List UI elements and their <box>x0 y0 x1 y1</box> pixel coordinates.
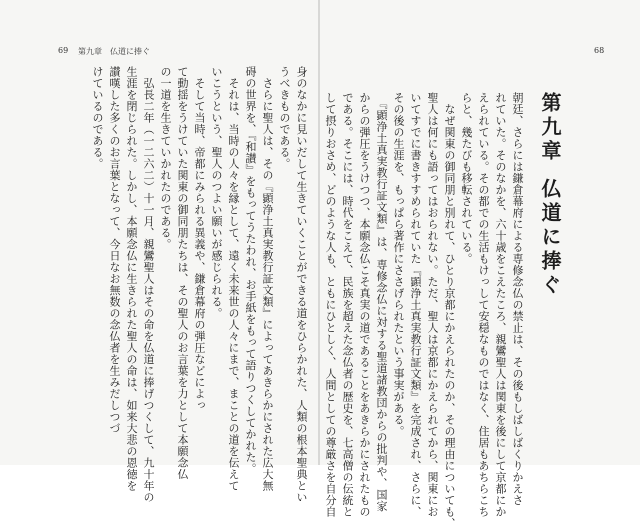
body-line-r11: である。そこには、時代をこえて、民族を超えた念仏者の歴史を、七高僧の伝統と <box>341 92 354 518</box>
body-line-l11: 生涯を閉じられた。しかし、本願念仏に生きられた聖人の命は、如来大悲の恩徳を <box>125 66 138 492</box>
body-line-l4: 碍の世界を、『和讃』をもってうたわれ、お手紙をもって語りつくしてかれた。 <box>244 66 257 475</box>
body-line-r6: 聖人は何にも語ってはおられない。ただ、聖人は京都にかえられてから、関東にお <box>426 92 439 518</box>
book-gutter <box>318 0 320 465</box>
body-line-l12: 讃嘆した多くのお言葉となって、今日なお無数の念仏者を生みだしつづ <box>108 66 121 434</box>
body-line-l10: 弘長二年（一二六二）十一月、親鸞聖人はその命を仏道に捧げつくして、九十年の <box>142 66 155 503</box>
body-line-r7: いてすでに書きすすめられていた『顕浄土真実教行証文類』を完成され、さらに、 <box>409 92 422 518</box>
body-line-r4: らと、幾たびも移転されている。 <box>460 92 473 265</box>
body-line-l1: 身のなかに見いだして生きていくことができる道をひらかれた、人類の根本聖典とい <box>295 66 308 503</box>
body-line-l6: いこうという、聖人のつよい願いが感じられる。 <box>210 66 223 319</box>
body-line-r10: からの弾圧をうけつつ、本願念仏こそ真実の道であることをあきらかにされたもの <box>358 92 371 518</box>
body-line-l3: さらに聖人は、その『顕浄土真実教行証文類』によってあきらかにされた広大無 <box>261 66 274 492</box>
body-line-r9: 『顕浄土真実教行証文類』は、専修念仏に対する聖道諸教団からの批判や、国家 <box>375 92 388 512</box>
body-line-r8: その後の生涯を、もっぱら著作にささげられたという事実がある。 <box>392 92 405 437</box>
right-page-number: 68 <box>594 46 605 55</box>
body-line-r2: れていた。そのなかを、六十歳をこえたころ、親鸞聖人は関東を後にして京都にか <box>494 92 507 518</box>
body-line-l5: それは、当時の人々を縁として、遠く未来世の人々にまで、まことの道を伝えて <box>227 66 240 492</box>
body-line-l7: そして当時、帝都にみられる異義や、鎌倉幕府の弾圧などによっ <box>193 66 206 411</box>
chapter-title: 仏道に捧ぐ <box>538 178 562 298</box>
body-line-l2: うべきものである。 <box>278 66 291 170</box>
body-line-r5: なぜ関東の御同朋と別れて、ひとり京都にかえられたのか、その理由についても、 <box>443 92 456 529</box>
chapter-heading <box>536 92 565 298</box>
body-line-l13: けているのである。 <box>91 66 104 170</box>
body-line-r1: 朝廷、さらには鎌倉幕府による専修念仏の禁止は、その後もしばしばくりかえさ <box>511 92 524 506</box>
body-line-r12: して摂りおさめ、どのような人も、ともにひとしく、人間としての尊厳さを自分自 <box>324 92 337 518</box>
running-title: 第九章 仏道に捧ぐ <box>78 47 150 56</box>
left-page-number: 69 <box>58 46 69 55</box>
chapter-number: 第九章 <box>538 92 562 164</box>
body-line-r3: えられている。その都での生活もけっして安穏なものではなく、住居もあちらこち <box>477 92 490 518</box>
body-line-l8: て動揺をうけていた関東の御同朋たちは、その聖人のお言葉を力として本願念仏 <box>176 66 189 480</box>
body-line-l9: の一道を生きていかれたのである。 <box>159 66 172 250</box>
